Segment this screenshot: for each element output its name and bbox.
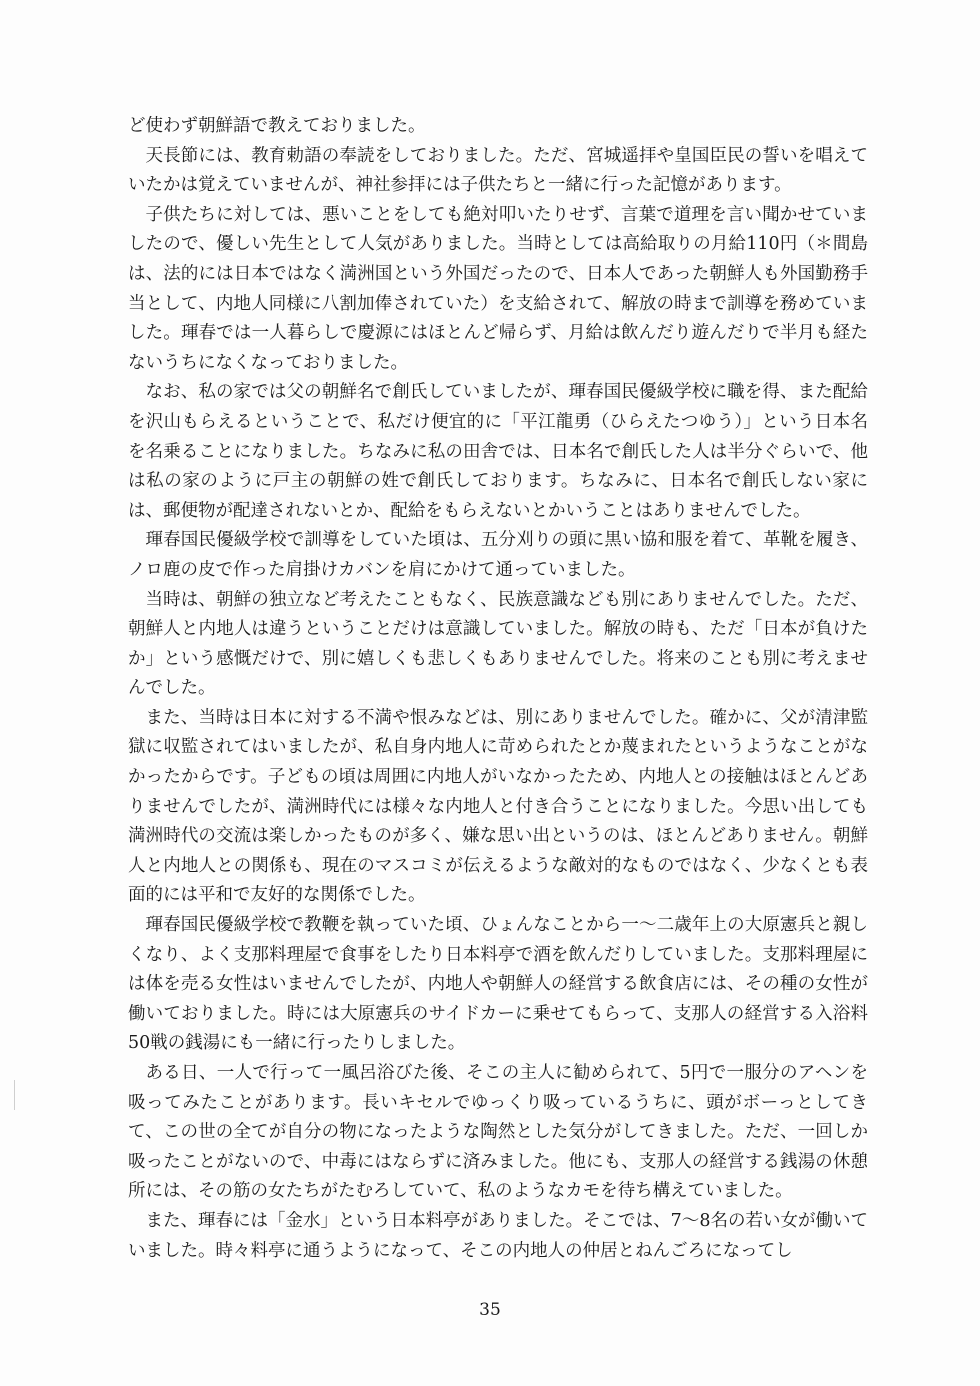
page-number: 35 [479,1300,501,1320]
paragraph: 琿春国民優級学校で訓導をしていた頃は、五分刈りの頭に黒い協和服を着て、革靴を履き、ノロ鹿の皮で作った肩掛けカバンを肩にかけて通っていました。 [128,530,868,580]
body-text [128,112,868,1266]
paragraph: 琿春国民優級学校で教鞭を執っていた頃、ひょんなことから一～二歳年上の大原憲兵と親しくなり、よく支那料理屋で食事をしたり日本料亭で酒を飲んだりしていました。支那料理屋には体を売る女性はいませんでしたが、内地人や朝鮮人の経営する飲食店には、その種の女性が働いておりました。時には大原憲兵のサイドカーに乗せてもらって、支那人の経営する入浴料50戦の銭湯にも一緒に行ったりしました。 [128,915,868,1054]
paragraph-continuation: ど使わず朝鮮語で教えておりました。 [128,116,426,136]
paragraph: また、当時は日本に対する不満や恨みなどは、別にありませんでした。確かに、父が清津監獄に収監されてはいましたが、私自身内地人に苛められたとか蔑まれたというようなことがなかったからです。子どもの頃は周囲に内地人がいなかったため、内地人との接触はほとんどありませんでしたが、満洲時代には様々な内地人と付き合うことになりました。今思い出しても満洲時代の交流は楽しかったものが多く、嫌な思い出というのは、ほとんどありません。朝鮮人と内地人との関係も、現在のマスコミが伝えるような敵対的なものではなく、少なくとも表面的には平和で友好的な関係でした。 [128,707,868,906]
paragraph: 天長節には、教育勅語の奉読をしておりました。ただ、宮城遥拝や皇国臣民の誓いを唱えていたかは覚えていませんが、神社参拝には子供たちと一緒に行った記憶があります。 [128,145,868,196]
paragraph: なお、私の家では父の朝鮮名で創氏していましたが、琿春国民優級学校に職を得、また配給を沢山もらえるということで、私だけ便宜的に「平江龍勇（ひらえたつゆう）」という日本名を名乗ることになりました。ちなみに私の田舎では、日本名で創氏した人は半分ぐらいで、他は私の家のように戸主の朝鮮の姓で創氏しております。ちなみに、日本名で創氏しない家には、郵便物が配達されないとか、配給をもらえないとかいうことはありませんでした。 [128,382,868,521]
scan-artifact-line [14,1080,15,1110]
paragraph: ある日、一人で行って一風呂浴びた後、そこの主人に勧められて、5円で一服分のアヘンを吸ってみたことがあります。長いキセルでゆっくり吸っているうちに、頭がボーっとしてきて、この世の全てが自分の物になったような陶然とした気分がしてきました。ただ、一回しか吸ったことがないので、中毒にはならずに済みました。他にも、支那人の経営する銭湯の休憩所には、その筋の女たちがたむろしていて、私のようなカモを待ち構えていました。 [128,1063,868,1202]
paragraph: 当時は、朝鮮の独立など考えたこともなく、民族意識なども別にありませんでした。ただ、朝鮮人と内地人は違うということだけは意識していました。解放の時も、ただ「日本が負けたか」という感慨だけで、別に嬉しくも悲しくもありませんでした。将来のことも別に考えませんでした。 [128,589,868,699]
paragraph: 子供たちに対しては、悪いことをしても絶対叩いたりせず、言葉で道理を言い聞かせていましたので、優しい先生として人気がありました。当時としては高給取りの月給110円（＊間島は、法的には日本ではなく満洲国という外国だったので、日本人であった朝鮮人も外国勤務手当として、内地人同様に八割加俸されていた）を支給されて、解放の時まで訓導を務めていました。琿春では一人暮らしで慶源にはほとんど帰らず、月給は飲んだり遊んだりで半月も経たないうちになくなっておりました。 [128,204,868,373]
paragraph: また、琿春には「金水」という日本料亭がありました。そこでは、7～8名の若い女が働いていました。時々料亭に通うようになって、そこの内地人の仲居とねんごろになってし [128,1210,868,1261]
